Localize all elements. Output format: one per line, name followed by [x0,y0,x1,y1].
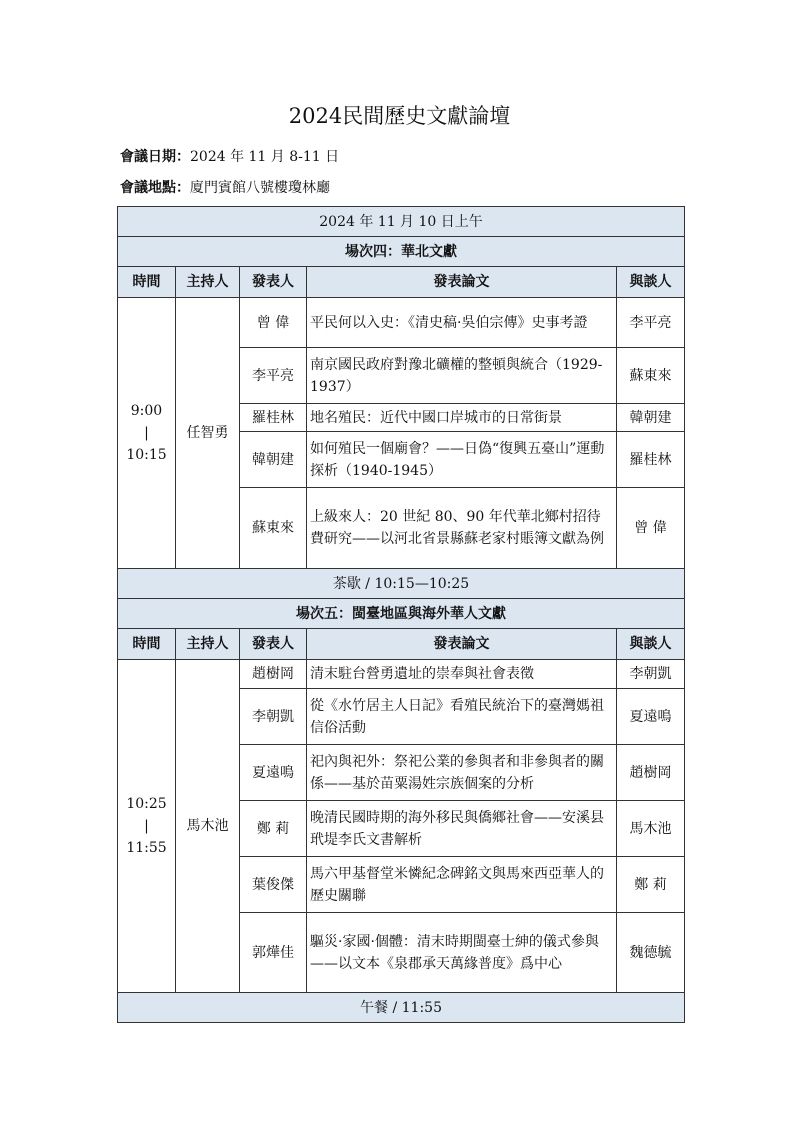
meeting-venue [120,177,330,197]
session-time [118,660,176,993]
session-title: 場次五：閩臺地區與海外華人文獻 [118,599,685,629]
col-header-time: 時間 [118,629,176,660]
paper-title: 上級來人：20 世紀 80、90 年代華北鄉村招待費研究——以河北省景縣蘇老家村賬簿文獻為例 [307,488,617,569]
discussant: 夏遠鳴 [617,689,685,745]
session-host: 任智勇 [176,298,240,569]
day-header: 2024 年 11 月 10 日上午 [118,207,685,237]
meeting-date-label: 會議日期： [120,149,190,165]
discussant: 趙樹岡 [617,745,685,801]
col-header-host: 主持人 [176,267,240,298]
session-title: 場次四：華北文獻 [118,237,685,267]
presenter: 李平亮 [240,348,307,404]
meeting-date-value: 2024 年 11 月 8-11 日 [190,149,340,165]
tea-break: 茶歇 / 10:15—10:25 [118,569,685,599]
discussant: 李平亮 [617,298,685,348]
paper-title: 如何殖民一個廟會？——日偽“復興五臺山”運動探析（1940-1945） [307,432,617,488]
col-header-paper: 發表論文 [307,629,617,660]
col-header-paper: 發表論文 [307,267,617,298]
col-header-time: 時間 [118,267,176,298]
discussant: 蘇東來 [617,348,685,404]
session-host: 馬木池 [176,660,240,993]
discussant: 馬木池 [617,801,685,857]
col-header-discussant: 與談人 [617,267,685,298]
meeting-date [120,146,339,166]
discussant: 羅桂林 [617,432,685,488]
col-header-presenter: 發表人 [240,629,307,660]
session-time [118,298,176,569]
discussant: 曾 偉 [617,488,685,569]
presenter: 葉俊傑 [240,857,307,913]
discussant: 魏德毓 [617,913,685,993]
time-separator: | [144,425,149,441]
page-title: 2024民間歷史文獻論壇 [288,104,511,128]
table-row [118,660,685,689]
paper-title: 晚清民國時期的海外移民與僑鄉社會——安溪县玳堤李氏文書解析 [307,801,617,857]
schedule-table [117,206,685,1023]
presenter: 夏遠鳴 [240,745,307,801]
table-row [118,298,685,348]
time-start: 9:00 [130,403,163,419]
time-end: 11:55 [126,840,167,856]
time-start: 10:25 [126,796,167,812]
col-header-presenter: 發表人 [240,267,307,298]
meeting-venue-value: 廈門賓館八號樓瓊林廳 [190,180,330,196]
paper-title: 清末駐台營勇遺址的崇奉與社會表徵 [307,660,617,689]
paper-title: 平民何以入史：《清史稿·吳伯宗傳》史事考證 [307,298,617,348]
col-header-discussant: 與談人 [617,629,685,660]
discussant: 鄭 莉 [617,857,685,913]
paper-title: 南京國民政府對豫北礦權的整頓與統合（1929-1937） [307,348,617,404]
discussant: 韓朝建 [617,404,685,432]
presenter: 鄭 莉 [240,801,307,857]
paper-title: 驅災·家國·個體：清末時期閩臺士紳的儀式參與——以文本《泉郡承天萬緣普度》爲中心 [307,913,617,993]
presenter: 曾 偉 [240,298,307,348]
lunch-break: 午餐 / 11:55 [118,993,685,1023]
time-end: 10:15 [126,447,167,463]
meeting-venue-label: 會議地點： [120,180,190,196]
time-separator: | [144,818,149,834]
col-header-host: 主持人 [176,629,240,660]
paper-title: 祀內與祀外：祭祀公業的參與者和非參與者的關係——基於苗粟湯姓宗族個案的分析 [307,745,617,801]
paper-title: 馬六甲基督堂米憐紀念碑銘文與馬來西亞華人的歷史關聯 [307,857,617,913]
paper-title: 地名殖民：近代中國口岸城市的日常街景 [307,404,617,432]
presenter: 羅桂林 [240,404,307,432]
presenter: 韓朝建 [240,432,307,488]
presenter: 郭燁佳 [240,913,307,993]
presenter: 蘇東來 [240,488,307,569]
paper-title: 從《水竹居主人日記》看殖民統治下的臺灣媽祖信俗活動 [307,689,617,745]
discussant: 李朝凱 [617,660,685,689]
presenter: 李朝凱 [240,689,307,745]
presenter: 趙樹岡 [240,660,307,689]
